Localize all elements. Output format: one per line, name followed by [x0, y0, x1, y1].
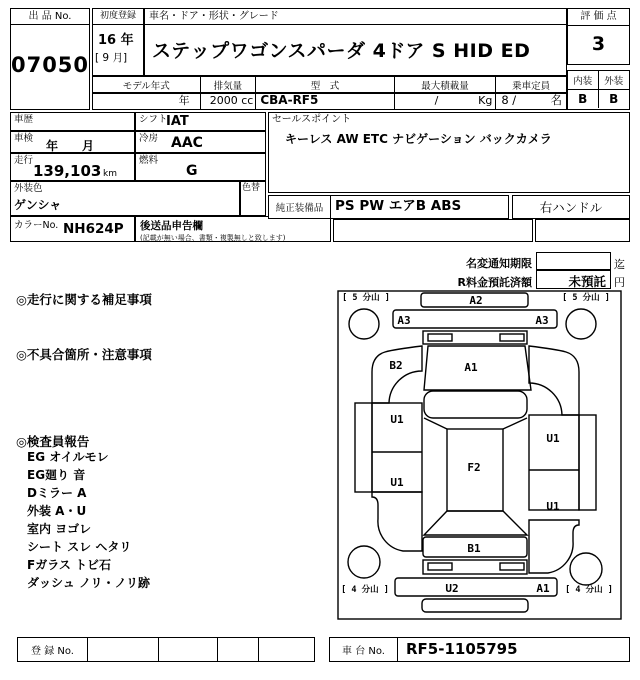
front-lamp-right-icon [500, 334, 524, 341]
registration-no-box [17, 637, 315, 662]
sales-point-label: セールスポイント [272, 114, 352, 125]
mileage-note-heading: ◎走行に関する補足事項 [16, 292, 152, 307]
interior-grade-label: 内装 [568, 71, 599, 89]
car-name-value: ステップワゴンスパーダ 4ドア S HID ED [152, 39, 531, 62]
damage-label-u1-right-front: U1 [546, 432, 560, 445]
recycle-fee-unit: 円 [614, 276, 625, 289]
spec-header-row [92, 76, 567, 93]
car-damage-diagram [337, 288, 623, 622]
inspector-item: 室内 ヨゴレ [27, 522, 92, 536]
exterior-grade-value: B [609, 92, 619, 106]
damage-label-a2: A2 [469, 294, 483, 307]
model-code-label: 型 式 [256, 77, 394, 92]
color-no-label: カラーNo. [14, 220, 59, 231]
left-rear-quarter [372, 492, 422, 551]
empty-cell-left [333, 219, 533, 242]
lot-number-label: 出 品 No. [11, 9, 89, 25]
right-rear-quarter [529, 520, 579, 573]
mileage-value: 139,103 [33, 162, 102, 180]
sales-point-box [268, 112, 630, 193]
rear-window [424, 511, 527, 535]
chassis-no-box [329, 637, 630, 662]
damage-label-a1-rear: A1 [536, 582, 550, 595]
rear-lamp-right-icon [500, 563, 524, 570]
spec-value-row [92, 93, 567, 110]
max-load-label: 最大積載量 [395, 77, 497, 92]
color-no-cell [10, 216, 135, 242]
car-name-header: 車名・ドア・形状・グレード [145, 9, 566, 25]
wheel-front-left-icon [349, 309, 379, 339]
defect-note-heading: ◎不具合箇所・注意事項 [16, 347, 152, 362]
inspector-item: シート スレ ヘタリ [27, 540, 132, 554]
capacity-value: 8 / [501, 94, 517, 107]
damage-label-a3-right: A3 [535, 314, 549, 327]
capacity-unit: 名 [550, 94, 562, 107]
grade-box [567, 70, 630, 110]
rear-bottom-strip [422, 599, 528, 612]
tire-tread-rear-left: [ 4 分山 ] [341, 585, 389, 595]
later-items-note: (記載が無い場合、書類・複製無しと致します) [140, 234, 286, 242]
inspection-cell [10, 131, 135, 153]
first-registration-label: 初度登録 [93, 9, 143, 25]
interior-grade-value: B [568, 90, 599, 108]
tire-tread-front-right: [ 5 分山 ] [562, 293, 610, 303]
damage-label-u2: U2 [445, 582, 459, 595]
chassis-no-value: RF5-1105795 [406, 640, 518, 658]
inspector-item: EG オイルモレ [27, 450, 109, 464]
sales-point-value: キーレス AW ETC ナビゲーション バックカメラ [285, 132, 552, 146]
exterior-grade-label: 外装 [604, 76, 624, 87]
car-name-box [144, 8, 567, 76]
handle-box: 右ハンドル [512, 195, 630, 219]
fuel-label: 燃料 [139, 155, 159, 166]
inspector-item: 外装 A・U [27, 504, 87, 518]
recycle-fee-field [536, 270, 611, 289]
inspection-label: 車検 [14, 133, 34, 144]
tire-tread-front-left: [ 5 分山 ] [342, 293, 390, 303]
shift-label: シフト [139, 114, 168, 125]
ac-label: 冷房 [139, 133, 159, 144]
inspector-report-heading: ◎検査員報告 [16, 434, 90, 449]
model-year-value: 年 [93, 94, 201, 109]
name-change-label: 名変通知期限 [466, 257, 532, 270]
max-load-unit: Kg [478, 94, 493, 107]
model-code-value: CBA-RF5 [256, 94, 394, 109]
left-sill [355, 403, 372, 492]
first-registration-month: [ 9 月] [95, 52, 128, 64]
damage-label-a3-left: A3 [397, 314, 411, 327]
damage-label-a1-hood: A1 [464, 361, 478, 374]
damage-label-b1: B1 [467, 542, 481, 555]
ac-cell [135, 131, 266, 153]
displacement-label: 排気量 [201, 77, 257, 92]
lot-number-box [10, 8, 90, 110]
score-value: 3 [591, 33, 606, 55]
history-cell [10, 112, 135, 131]
windshield [424, 391, 527, 418]
mileage-label: 走行 [14, 155, 34, 166]
name-change-suffix: 迄 [614, 258, 625, 271]
max-load-slash: / [434, 94, 439, 107]
recycle-fee-label: R料金預託済額 [457, 276, 532, 289]
damage-label-f2: F2 [467, 461, 481, 474]
chassis-no-label: 車 台 No. [330, 638, 398, 661]
capacity-label: 乗車定員 [512, 80, 551, 92]
inspection-value: 年 月 [46, 139, 95, 153]
inspector-item: Fガラス トビ石 [27, 558, 112, 572]
front-grille-strip [423, 331, 527, 344]
right-front-fender [529, 346, 579, 415]
registration-no-cell [88, 638, 159, 661]
wheel-front-right-icon [566, 309, 596, 339]
color-change-cell [240, 181, 266, 216]
model-year-label: モデル年式 [93, 77, 201, 92]
fuel-value: G [186, 163, 198, 179]
exterior-color-cell [10, 181, 240, 216]
damage-label-u1-left-front: U1 [390, 413, 404, 426]
equipment-label: 純正装備品 [269, 196, 331, 218]
history-label: 車歴 [14, 114, 34, 125]
registration-no-cell [259, 638, 314, 661]
exterior-color-label: 外装色 [14, 183, 43, 194]
ac-value: AAC [171, 135, 203, 151]
lot-number-value: 07050 [10, 53, 90, 77]
front-bumper-strip [393, 310, 557, 328]
damage-label-u1-right-rear: U1 [546, 500, 560, 513]
displacement-value: 2000 cc [201, 94, 257, 109]
damage-label-u1-left-rear: U1 [390, 476, 404, 489]
later-items-label: 後送品申告欄 [140, 220, 203, 232]
inspector-item: Dミラー A [27, 486, 87, 500]
right-sill [579, 415, 596, 510]
front-lamp-left-icon [428, 334, 452, 341]
color-no-value: NH624P [63, 221, 124, 237]
equipment-box [268, 195, 509, 219]
inspector-item: ダッシュ ノリ・ノリ跡 [27, 576, 150, 590]
registration-no-label: 登 録 No. [18, 638, 88, 661]
inspector-report-list [27, 448, 150, 592]
inspector-item: EG廻り 音 [27, 468, 86, 482]
rear-bumper-strip [395, 578, 557, 596]
registration-no-cell [159, 638, 218, 661]
mileage-unit: km [103, 169, 117, 179]
registration-no-cell [218, 638, 259, 661]
tire-tread-rear-right: [ 4 分山 ] [565, 585, 613, 595]
name-change-field [536, 252, 611, 270]
left-front-fender [372, 346, 422, 403]
empty-cell-right [535, 219, 630, 242]
rear-lamp-left-icon [428, 563, 452, 570]
later-items-cell [135, 216, 331, 242]
rear-plate-strip [423, 560, 527, 574]
shift-value: IAT [166, 114, 189, 129]
shift-cell [135, 112, 266, 131]
fuel-cell [135, 153, 266, 181]
exterior-color-value: ゲンシャ [14, 198, 62, 212]
score-label: 評 価 点 [568, 9, 629, 26]
recycle-fee-value: 未預託 [568, 274, 606, 289]
wheel-rear-right-icon [570, 553, 602, 585]
right-door-panel [529, 415, 579, 510]
equipment-value: PS PW エアB ABS [335, 198, 462, 214]
score-box [567, 8, 630, 65]
mileage-cell [10, 153, 135, 181]
color-change-label: 色替 [242, 183, 261, 193]
wheel-rear-left-icon [348, 546, 380, 578]
first-registration-year: 16 年 [98, 33, 134, 48]
damage-label-b2: B2 [389, 359, 403, 372]
first-registration-box [92, 8, 144, 76]
